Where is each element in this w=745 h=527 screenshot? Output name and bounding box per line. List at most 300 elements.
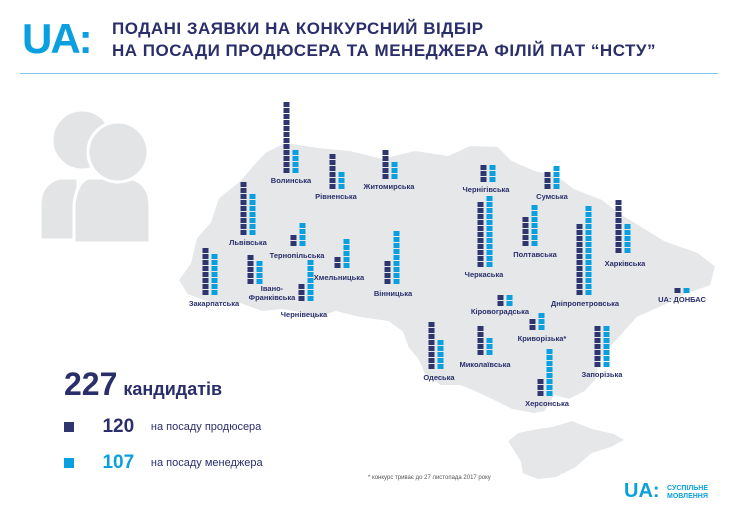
bar-unit-manager-23 [604,350,610,355]
bar-unit-producer-1 [284,132,290,137]
bar-unit-manager-2 [339,184,345,189]
bar-unit-producer-4 [481,165,487,170]
bar-unit-producer-1 [284,168,290,173]
brand-line-2: МОВЛЕННЯ [667,492,708,500]
bar-unit-manager-8 [344,239,350,244]
bar-unit-producer-15 [616,212,622,217]
bar-unit-manager-14 [532,229,538,234]
bar-unit-producer-10 [203,248,209,253]
bar-unit-producer-6 [241,188,247,193]
bar-unit-manager-10 [212,260,218,265]
legend-manager [64,452,263,474]
bar-unit-producer-5 [545,172,551,177]
bar-unit-manager-6 [250,224,256,229]
bar-unit-manager-10 [212,266,218,271]
bar-unit-producer-2 [330,166,336,171]
bar-unit-manager-15 [625,248,631,253]
bar-unit-manager-5 [554,166,560,171]
bar-unit-producer-23 [595,332,601,337]
bar-unit-producer-22 [538,379,544,384]
bar-unit-producer-15 [616,218,622,223]
region-label: Запорізька [581,370,623,379]
bar-unit-producer-15 [616,230,622,235]
bar-unit-producer-23 [595,356,601,361]
bar-unit-manager-9 [394,267,400,272]
bar-unit-producer-10 [203,284,209,289]
bar-unit-producer-10 [203,260,209,265]
bar-unit-manager-15 [625,224,631,229]
bar-unit-manager-3 [392,168,398,173]
bar-unit-manager-16 [586,242,592,247]
bar-unit-manager-13 [487,214,493,219]
brand-mark: UA: [624,480,660,502]
bar-unit-manager-22 [547,385,553,390]
region-label: Сумська [536,192,568,201]
bar-unit-manager-23 [604,356,610,361]
bar-unit-manager-12 [308,260,314,265]
bar-unit-manager-22 [547,391,553,396]
bar-unit-producer-21 [478,350,484,355]
legend-producer [64,416,261,438]
bar-unit-producer-1 [284,108,290,113]
bar-unit-manager-7 [300,235,306,240]
bar-unit-producer-6 [241,230,247,235]
bar-unit-producer-16 [577,260,583,265]
bar-unit-manager-6 [250,230,256,235]
bar-unit-manager-12 [308,296,314,301]
bar-unit-manager-8 [344,251,350,256]
region-label: Львівська [229,238,267,247]
bar-unit-manager-18 [507,295,513,300]
bar-unit-manager-7 [300,241,306,246]
region-label: Миколаївська [459,360,511,369]
total-number: 227 [64,366,118,402]
bar-unit-producer-11 [248,255,254,260]
bar-unit-manager-16 [586,254,592,259]
bar-unit-manager-16 [586,248,592,253]
bar-unit-producer-19 [530,325,536,330]
bar-unit-producer-2 [330,154,336,159]
bar-unit-producer-14 [523,235,529,240]
bar-unit-producer-14 [523,241,529,246]
bar-unit-producer-13 [478,220,484,225]
bar-unit-producer-23 [595,326,601,331]
bar-unit-manager-16 [586,266,592,271]
bar-unit-manager-20 [438,364,444,369]
bar-unit-manager-19 [539,319,545,324]
bar-unit-manager-21 [487,350,493,355]
producer-count: 120 [102,416,135,437]
region-label: Чернігівська [462,185,510,194]
bar-unit-manager-16 [586,212,592,217]
bar-unit-producer-20 [429,364,435,369]
bar-unit-producer-13 [478,238,484,243]
bar-unit-manager-4 [490,177,496,182]
bar-unit-producer-8 [335,257,341,262]
bar-unit-manager-22 [547,367,553,372]
region-label: Тернопільська [269,251,325,260]
bar-unit-manager-21 [487,338,493,343]
footnote-text: конкурс триває до 27 листопада 2017 року [372,475,491,481]
bar-unit-manager-14 [532,223,538,228]
bar-unit-manager-6 [250,206,256,211]
bar-unit-producer-21 [478,332,484,337]
bar-unit-producer-16 [577,284,583,289]
bar-unit-producer-20 [429,346,435,351]
manager-label: на посаду менеджера [150,457,263,469]
region-label: Хмельницька [313,273,365,282]
bar-unit-manager-10 [212,272,218,277]
bar-unit-producer-1 [284,144,290,149]
bar-unit-producer-10 [203,266,209,271]
bar-unit-producer-13 [478,202,484,207]
bar-unit-producer-20 [429,334,435,339]
bar-unit-producer-9 [385,261,391,266]
region-label: Волинська [270,176,312,185]
producer-swatch [64,422,74,432]
bar-unit-manager-10 [212,278,218,283]
bar-unit-producer-2 [330,184,336,189]
bar-unit-producer-1 [284,162,290,167]
bar-unit-producer-12 [299,290,305,295]
bar-unit-producer-1 [284,138,290,143]
bar-unit-manager-9 [394,231,400,236]
bar-unit-manager-12 [308,278,314,283]
bar-unit-producer-6 [241,224,247,229]
bar-unit-producer-3 [383,174,389,179]
bar-unit-manager-1 [293,162,299,167]
bar-unit-manager-22 [547,355,553,360]
bar-unit-producer-5 [545,184,551,189]
region-label: Одеська [423,373,455,382]
bar-unit-producer-1 [284,114,290,119]
bar-unit-producer-16 [577,230,583,235]
region-label: Чернівецька [280,310,328,319]
region-label: Кіровоградська [470,307,530,316]
bar-unit-manager-5 [554,184,560,189]
bar-unit-producer-11 [248,267,254,272]
total-candidates [64,366,222,403]
bar-unit-producer-6 [241,194,247,199]
bar-unit-producer-13 [478,214,484,219]
bar-unit-manager-14 [532,217,538,222]
bar-unit-manager-10 [212,254,218,259]
bar-unit-producer-3 [383,150,389,155]
bar-unit-manager-4 [490,171,496,176]
bar-unit-producer-2 [330,160,336,165]
bar-unit-manager-9 [394,243,400,248]
region-label: Вінницька [373,289,413,298]
bar-unit-producer-6 [241,200,247,205]
bar-unit-manager-5 [554,178,560,183]
bar-unit-producer-9 [385,267,391,272]
bar-unit-producer-3 [383,168,389,173]
bar-unit-manager-13 [487,256,493,261]
bar-unit-producer-6 [241,182,247,187]
bar-unit-manager-19 [539,313,545,318]
bar-unit-manager-22 [547,361,553,366]
bar-unit-producer-16 [577,248,583,253]
bar-unit-producer-13 [478,226,484,231]
manager-swatch [64,458,74,468]
bar-unit-producer-15 [616,248,622,253]
bar-unit-producer-16 [577,236,583,241]
bar-unit-producer-9 [385,273,391,278]
bar-unit-manager-9 [394,279,400,284]
bar-unit-manager-16 [586,224,592,229]
bar-unit-producer-21 [478,344,484,349]
bar-unit-manager-13 [487,220,493,225]
bar-unit-producer-17 [675,288,681,293]
bar-unit-manager-15 [625,242,631,247]
bar-unit-manager-13 [487,262,493,267]
bar-unit-manager-13 [487,202,493,207]
bar-unit-producer-6 [241,218,247,223]
bar-unit-manager-16 [586,230,592,235]
people-icon [40,110,150,243]
bar-unit-producer-14 [523,229,529,234]
region-label: Харківська [604,259,646,268]
bar-unit-manager-6 [250,218,256,223]
bar-unit-manager-12 [308,272,314,277]
bar-unit-producer-6 [241,206,247,211]
bar-unit-manager-22 [547,373,553,378]
bar-unit-manager-9 [394,273,400,278]
bar-unit-manager-8 [344,257,350,262]
bar-unit-producer-12 [299,296,305,301]
bar-unit-manager-14 [532,241,538,246]
bar-unit-manager-13 [487,208,493,213]
bar-unit-manager-7 [300,229,306,234]
bar-unit-manager-16 [586,290,592,295]
bar-unit-producer-6 [241,212,247,217]
bar-unit-producer-2 [330,172,336,177]
bar-unit-producer-14 [523,223,529,228]
bar-unit-manager-16 [586,218,592,223]
region-label: Житомирська [363,182,415,191]
region-label: Закарпатська [188,299,240,308]
brand-logo [624,480,708,503]
region-label: Івано-Франківська [248,284,296,302]
bar-unit-manager-3 [392,162,398,167]
bar-unit-manager-2 [339,178,345,183]
bar-unit-producer-13 [478,256,484,261]
bar-unit-manager-14 [532,211,538,216]
bar-unit-manager-13 [487,196,493,201]
bar-unit-manager-23 [604,362,610,367]
region-label: Полтавська [513,250,557,259]
bar-unit-producer-15 [616,236,622,241]
bar-unit-manager-6 [250,194,256,199]
bar-unit-manager-3 [392,174,398,179]
bar-unit-manager-9 [394,261,400,266]
bar-unit-producer-13 [478,250,484,255]
bar-unit-producer-14 [523,217,529,222]
bar-unit-producer-16 [577,278,583,283]
bar-unit-producer-13 [478,208,484,213]
bar-unit-manager-13 [487,250,493,255]
region-label: Рівненська [315,192,357,201]
bar-unit-manager-15 [625,230,631,235]
bar-unit-manager-20 [438,340,444,345]
bar-unit-producer-4 [481,177,487,182]
bar-unit-producer-10 [203,278,209,283]
bar-unit-manager-1 [293,156,299,161]
bar-unit-producer-1 [284,150,290,155]
title-line-1: ПОДАНІ ЗАЯВКИ НА КОНКУРСНИЙ ВІДБІР [112,19,484,38]
bar-unit-manager-13 [487,238,493,243]
bar-unit-producer-2 [330,178,336,183]
bar-unit-producer-18 [498,301,504,306]
bar-unit-producer-1 [284,126,290,131]
bar-unit-manager-16 [586,236,592,241]
bar-unit-producer-13 [478,262,484,267]
bar-unit-manager-22 [547,349,553,354]
bar-unit-producer-20 [429,328,435,333]
bar-unit-manager-8 [344,245,350,250]
bar-unit-producer-13 [478,232,484,237]
bar-unit-manager-19 [539,325,545,330]
bar-unit-manager-10 [212,290,218,295]
bar-unit-producer-16 [577,266,583,271]
footnote [368,475,491,481]
bar-unit-producer-22 [538,391,544,396]
region-label: Черкаська [464,270,504,279]
bar-unit-manager-1 [293,168,299,173]
bar-unit-producer-7 [291,235,297,240]
bar-unit-manager-20 [438,346,444,351]
bar-unit-manager-12 [308,290,314,295]
bar-unit-manager-2 [339,172,345,177]
bar-unit-producer-8 [335,263,341,268]
region-label: Дніпропетровська [550,299,620,308]
region-label: Криворізька* [517,334,567,343]
bar-unit-producer-20 [429,340,435,345]
bar-unit-manager-16 [586,260,592,265]
bar-unit-producer-23 [595,338,601,343]
bar-unit-manager-15 [625,236,631,241]
bar-unit-producer-20 [429,322,435,327]
bar-unit-producer-12 [299,284,305,289]
bar-unit-producer-11 [248,279,254,284]
bar-unit-manager-12 [308,266,314,271]
bar-unit-producer-21 [478,326,484,331]
bar-unit-producer-9 [385,279,391,284]
bar-unit-producer-1 [284,120,290,125]
bar-unit-producer-11 [248,261,254,266]
bar-unit-manager-17 [684,288,690,293]
bar-unit-manager-4 [490,165,496,170]
bar-unit-manager-5 [554,172,560,177]
bar-unit-manager-20 [438,358,444,363]
bar-unit-manager-14 [532,235,538,240]
bar-unit-manager-23 [604,332,610,337]
bar-unit-producer-16 [577,242,583,247]
bar-unit-producer-13 [478,244,484,249]
bar-unit-manager-13 [487,232,493,237]
bar-unit-manager-10 [212,284,218,289]
total-label: кандидатів [123,379,223,399]
bar-unit-producer-4 [481,171,487,176]
producer-label: на посаду продюсера [150,421,262,433]
bar-unit-producer-7 [291,241,297,246]
bar-unit-manager-18 [507,301,513,306]
bar-unit-manager-9 [394,249,400,254]
ua-logo: UA: [22,15,91,62]
bar-unit-manager-21 [487,344,493,349]
brand-text [667,485,708,501]
bar-unit-manager-9 [394,255,400,260]
bar-unit-producer-19 [530,319,536,324]
bar-unit-manager-16 [586,278,592,283]
bar-unit-producer-22 [538,385,544,390]
crimea-shape [507,420,626,480]
bar-unit-producer-15 [616,206,622,211]
bar-unit-manager-16 [586,272,592,277]
bar-unit-producer-3 [383,162,389,167]
brand-line-1: СУСПІЛЬНЕ [667,484,709,492]
bar-unit-producer-15 [616,242,622,247]
bar-unit-manager-7 [300,223,306,228]
bar-unit-manager-13 [487,244,493,249]
bar-unit-producer-3 [383,156,389,161]
region-label: UA: ДОНБАС [658,295,706,304]
bar-unit-manager-16 [586,206,592,211]
bar-unit-producer-15 [616,224,622,229]
bar-unit-manager-23 [604,344,610,349]
bar-unit-manager-16 [586,284,592,289]
bar-unit-producer-1 [284,102,290,107]
bar-unit-manager-12 [308,284,314,289]
title-line-2: НА ПОСАДИ ПРОДЮСЕРА ТА МЕНЕДЖЕРА ФІЛІЙ ПАТ “НСТУ” [112,41,657,60]
bar-unit-producer-20 [429,352,435,357]
footnote-asterisk: * [368,475,373,481]
bar-unit-producer-23 [595,344,601,349]
bar-unit-producer-20 [429,358,435,363]
bar-unit-manager-9 [394,237,400,242]
bar-unit-manager-8 [344,263,350,268]
region-label: Херсонська [525,399,569,408]
bar-unit-producer-1 [284,156,290,161]
bar-unit-manager-23 [604,338,610,343]
bar-unit-producer-16 [577,290,583,295]
bar-unit-producer-10 [203,290,209,295]
bar-unit-manager-1 [293,150,299,155]
bar-unit-producer-18 [498,295,504,300]
bar-unit-producer-16 [577,254,583,259]
bar-unit-producer-21 [478,338,484,343]
bar-unit-producer-15 [616,200,622,205]
bar-unit-producer-5 [545,178,551,183]
bar-unit-producer-23 [595,362,601,367]
bar-unit-manager-22 [547,379,553,384]
bar-unit-manager-20 [438,352,444,357]
bar-unit-producer-11 [248,273,254,278]
bar-unit-producer-16 [577,224,583,229]
bar-unit-producer-10 [203,254,209,259]
bar-unit-producer-16 [577,272,583,277]
bar-unit-producer-10 [203,272,209,277]
bar-unit-manager-6 [250,200,256,205]
bar-unit-manager-13 [487,226,493,231]
bar-unit-producer-23 [595,350,601,355]
bar-unit-manager-11 [257,261,263,266]
manager-count: 107 [102,452,135,473]
bar-unit-manager-14 [532,205,538,210]
bar-unit-manager-6 [250,212,256,217]
bar-unit-manager-11 [257,267,263,272]
bar-unit-manager-11 [257,273,263,278]
